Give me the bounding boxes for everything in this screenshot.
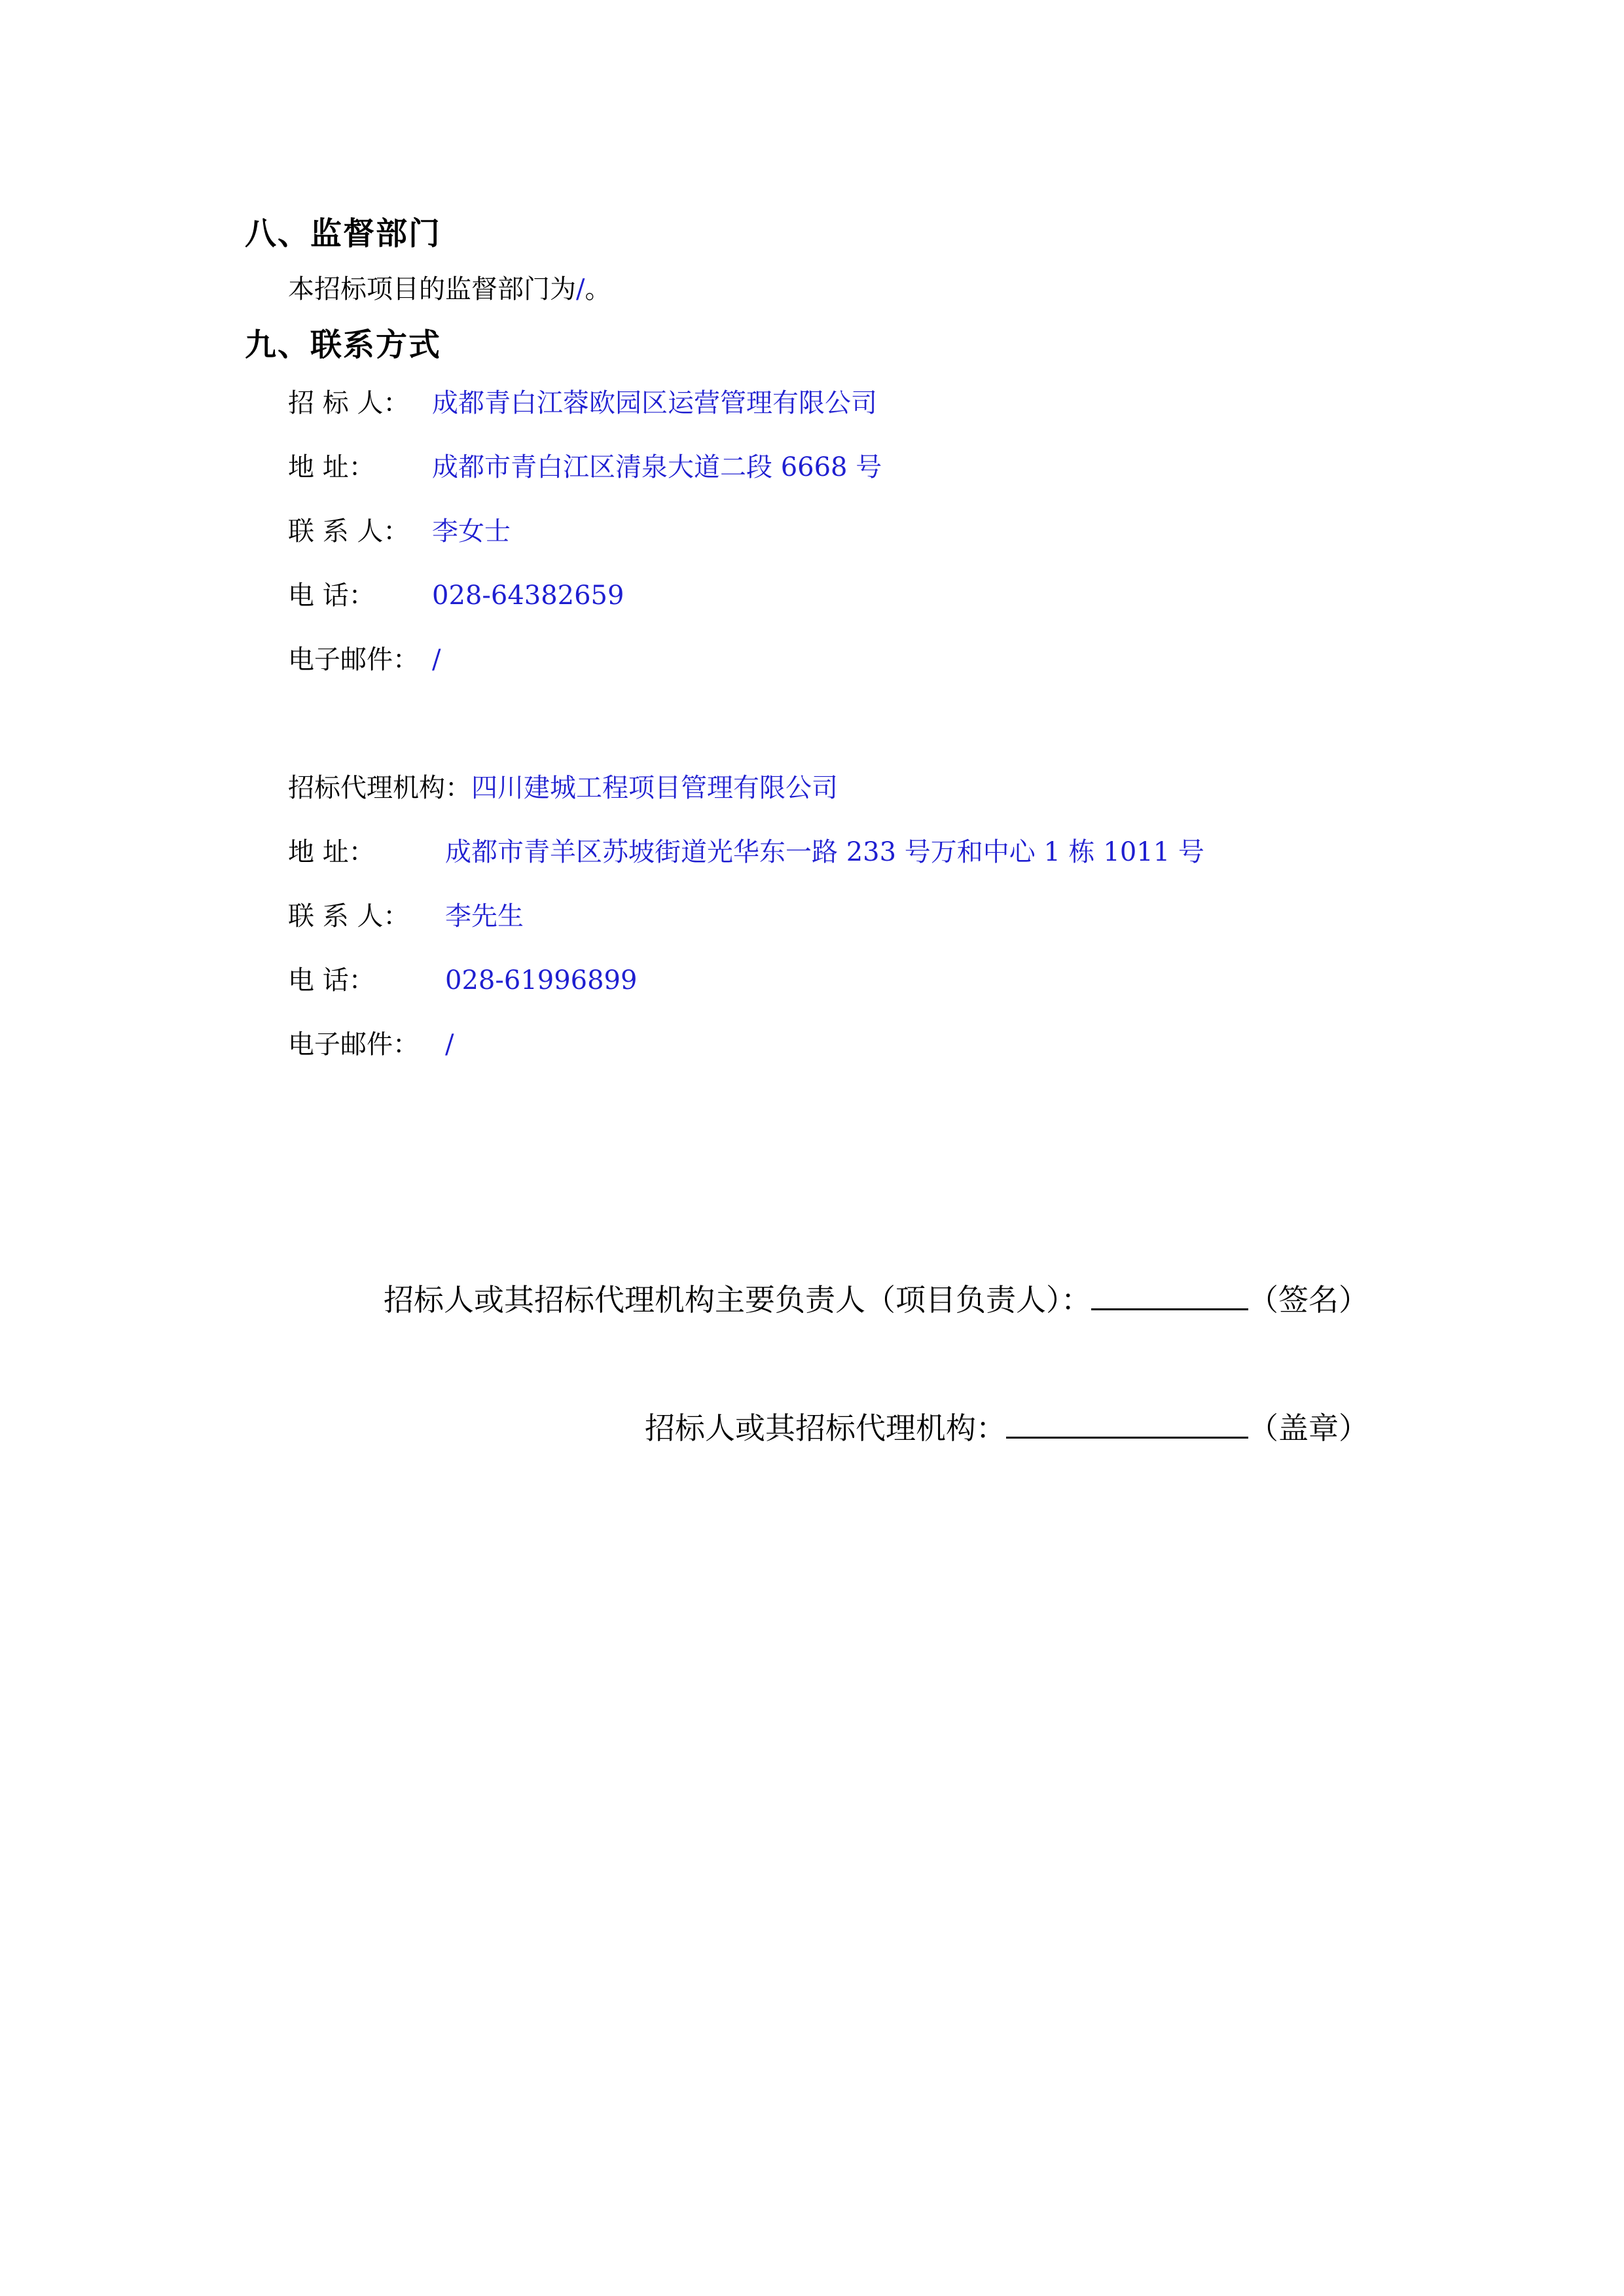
tenderer-name-value: 成都青白江蓉欧园区运营管理有限公司 (432, 388, 877, 418)
agency-email-value: / (445, 1030, 454, 1060)
agency-name-row (288, 767, 838, 804)
seal-line (645, 1405, 1369, 1448)
agency-phone-label: 电 话： (288, 965, 375, 996)
tenderer-email-value: / (432, 645, 441, 675)
section-8-heading: 八、监督部门 (245, 215, 442, 252)
agency-address-value: 成都市青羊区苏坡街道光华东一路 233 号万和中心 1 栋 1011 号 (445, 837, 1204, 867)
signature-suffix: （签名） (1248, 1282, 1369, 1318)
signature-blank[interactable] (1091, 1282, 1248, 1310)
agency-email-row (288, 1024, 454, 1061)
seal-blank[interactable] (1006, 1410, 1248, 1439)
agency-contact-label: 联 系 人： (288, 901, 410, 931)
section-9-heading: 九、联系方式 (245, 327, 442, 363)
supervision-text (288, 268, 611, 306)
tenderer-address-row (288, 446, 882, 484)
tenderer-address-label: 地 址： (288, 452, 375, 482)
tenderer-contact-value: 李女士 (432, 516, 511, 547)
signature-line (384, 1276, 1369, 1319)
agency-phone-row (288, 960, 637, 997)
supervision-prefix: 本招标项目的监督部门为 (288, 274, 576, 304)
seal-label: 招标人或其招标代理机构： (645, 1410, 1006, 1446)
signature-label: 招标人或其招标代理机构主要负责人（项目负责人）： (384, 1282, 1091, 1318)
tenderer-contact-row (288, 511, 511, 548)
supervision-suffix: 。 (585, 274, 611, 304)
agency-email-label: 电子邮件： (288, 1030, 419, 1060)
agency-address-row (288, 831, 1204, 869)
agency-name-value: 四川建城工程项目管理有限公司 (471, 773, 838, 803)
tenderer-name-label: 招 标 人： (288, 388, 410, 418)
agency-phone-value: 028-61996899 (445, 965, 638, 996)
tenderer-email-row (288, 639, 441, 676)
agency-name-label: 招标代理机构： (288, 773, 471, 803)
agency-contact-value: 李先生 (445, 901, 524, 931)
seal-suffix: （盖章） (1248, 1410, 1369, 1446)
supervision-value: / (576, 274, 585, 304)
tenderer-phone-row (288, 575, 624, 612)
tenderer-contact-label: 联 系 人： (288, 516, 410, 547)
agency-contact-row (288, 895, 524, 933)
tenderer-address-value: 成都市青白江区清泉大道二段 6668 号 (432, 452, 882, 482)
tenderer-email-label: 电子邮件： (288, 645, 419, 675)
tenderer-name-row (288, 382, 877, 420)
tenderer-phone-label: 电 话： (288, 581, 375, 611)
agency-address-label: 地 址： (288, 837, 375, 867)
tenderer-phone-value: 028-64382659 (432, 581, 624, 611)
